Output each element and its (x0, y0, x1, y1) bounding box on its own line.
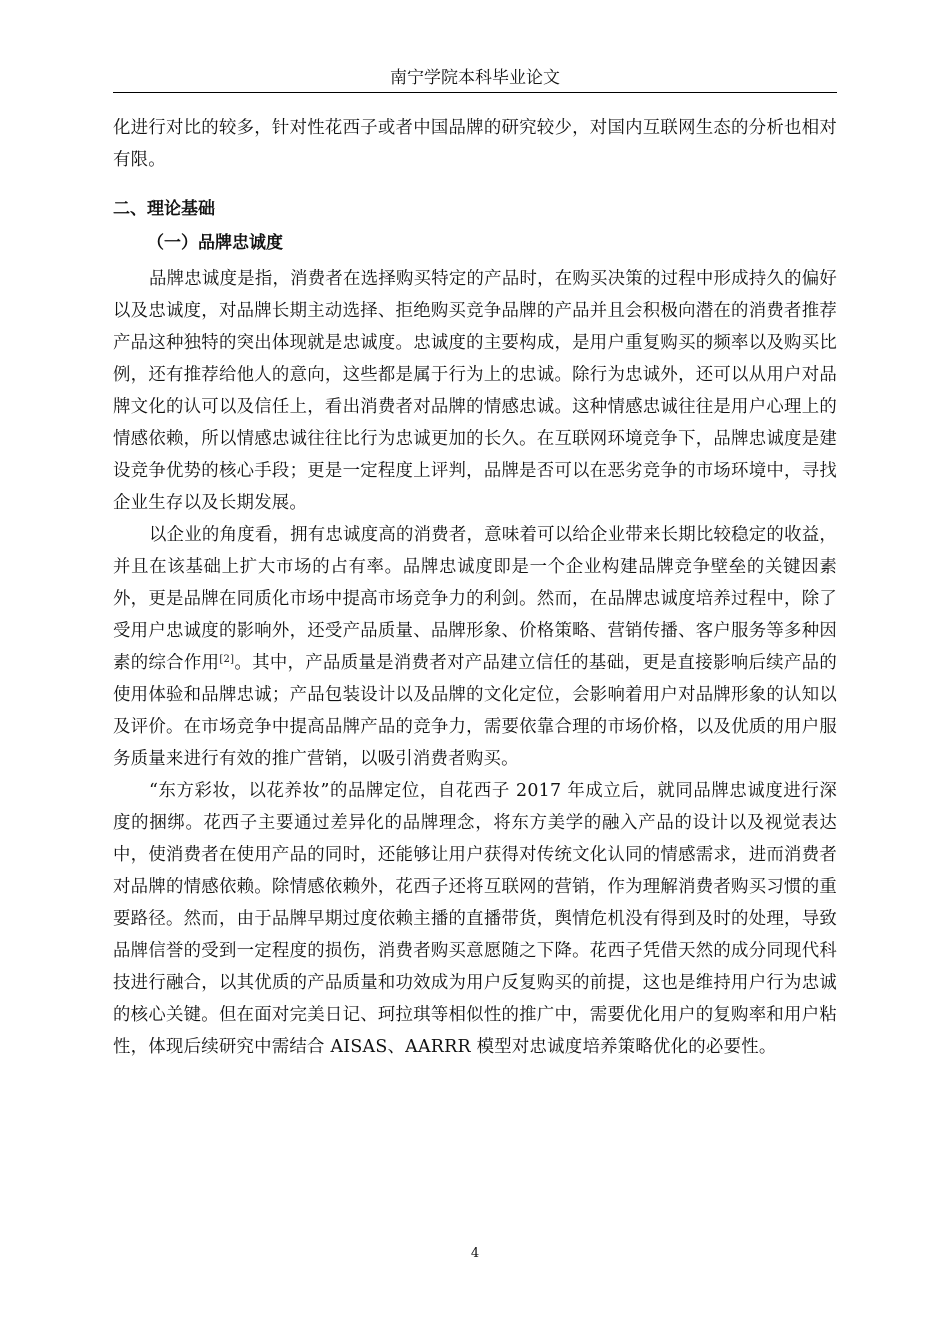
paragraph-text: 。其中，产品质量是消费者对产品建立信任的基础，更是直接影响后续产品的使用体验和品牌忠诚；产品包装设计以及品牌的文化定位，会影响着用户对品牌形象的认知以及评价。在市场竞争中提高品牌产品的竞争力，需要依靠合理的市场价格，以及优质的用户服务质量来进行有效的推广营销，以吸引消费者购买。 (113, 653, 837, 769)
running-header: 南宁学院本科毕业论文 (390, 68, 560, 88)
subsection-heading: （一）品牌忠诚度 (147, 233, 283, 253)
paragraph-enterprise-perspective (113, 519, 837, 775)
page-number: 4 (470, 1246, 480, 1261)
paragraph-florasis-positioning: “东方彩妆，以花养妆”的品牌定位，自花西子 2017 年成立后，就同品牌忠诚度进行深度的捆绑。花西子主要通过差异化的品牌理念，将东方美学的融入产品的设计以及视觉表达中，使消费者在使用产品的同时，还能够让用户获得对传统文化认同的情感需求，进而消费者对品牌的情感依赖。除情感依赖外，花西子还将互联网的营销，作为理解消费者购买习惯的重要路径。然而，由于品牌早期过度依赖主播的直播带货，舆情危机没有得到及时的处理，导致品牌信誉的受到一定程度的损伤，消费者购买意愿随之下降。花西子凭借天然的成分同现代科技进行融合，以其优质的产品质量和功效成为用户反复购买的前提，这也是维持用户行为忠诚的核心关键。但在面对完美日记、珂拉琪等相似性的推广中，需要优化用户的复购率和用户粘性，体现后续研究中需结合 AISAS、AARRR 模型对忠诚度培养策略优化的必要性。 (113, 781, 837, 1057)
paragraph-brand-loyalty-definition: 品牌忠诚度是指，消费者在选择购买特定的产品时，在购买决策的过程中形成持久的偏好以及忠诚度，对品牌长期主动选择、拒绝购买竞争品牌的产品并且会积极向潜在的消费者推荐产品这种独特的突出体现就是忠诚度。忠诚度的主要构成，是用户重复购买的频率以及购买比例，还有推荐给他人的意向，这些都是属于行为上的忠诚。除行为忠诚外，还可以从用户对品牌文化的认可以及信任上，看出消费者对品牌的情感忠诚。这种情感忠诚往往是用户心理上的情感依赖，所以情感忠诚往往比行为忠诚更加的长久。在互联网环境竞争下，品牌忠诚度是建设竞争优势的核心手段；更是一定程度上评判，品牌是否可以在恶劣竞争的市场环境中，寻找企业生存以及长期发展。 (113, 269, 837, 513)
citation-link[interactable]: [2] (219, 654, 235, 665)
paragraph-text: 以企业的角度看，拥有忠诚度高的消费者，意味着可以给企业带来长期比较稳定的收益，并且在该基础上扩大市场的占有率。品牌忠诚度即是一个企业构建品牌竞争壁垒的关键因素外，更是品牌在同质化市场中提高市场竞争力的利剑。然而，在品牌忠诚度培养过程中，除了受用户忠诚度的影响外，还受产品质量、品牌形象、价格策略、营销传播、客户服务等多种因素的综合作用 (113, 525, 837, 673)
page-body (113, 112, 837, 1063)
section-heading: 二、理论基础 (113, 199, 215, 219)
continued-paragraph: 化进行对比的较多，针对性花西子或者中国品牌的研究较少，对国内互联网生态的分析也相对有限。 (113, 118, 837, 170)
header-rule (113, 92, 837, 93)
